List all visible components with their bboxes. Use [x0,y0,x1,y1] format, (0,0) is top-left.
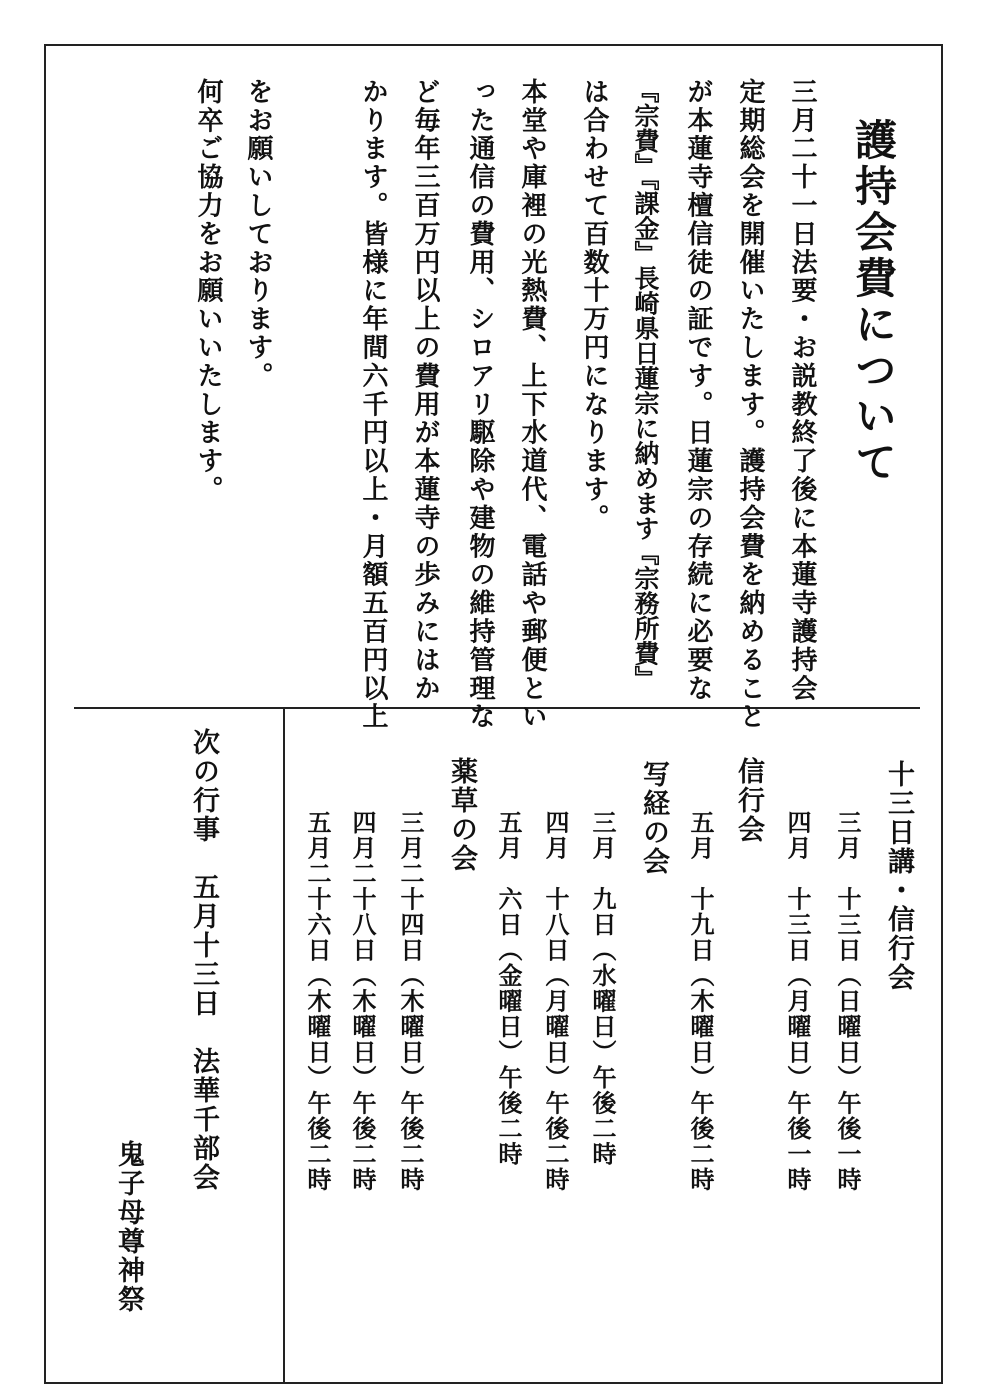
schedule-row: 五月 六日（金曜日）午後二時 [494,810,523,1167]
schedule-row: 四月 十三日（月曜日）午後一時 [783,810,812,1193]
notice-line-9: かります。皆様に年間六千円以上・月額五百円以上 [358,78,388,732]
schedule-group-2-title: 信行会 [733,757,764,844]
section-divider-horizontal [74,707,920,709]
schedule-group-3-title: 写経の会 [638,760,669,876]
schedule-row: 三月 十三日（日曜日）午後一時 [833,810,862,1193]
notice-line-1: 三月二十一日法要・お説教終了後に本蓮寺護持会 [787,78,817,703]
schedule-row: 四月 十八日（月曜日）午後二時 [541,810,570,1193]
schedule-row: 五月二十六日（木曜日）午後二時 [303,810,332,1193]
notice-line-5: は合わせて百数十万円になります。 [579,78,609,533]
notice-line-3: が本蓮寺檀信徒の証です。日蓮宗の存続に必要な [683,78,713,703]
section-divider-vertical [283,707,285,1384]
notice-line-6: 本堂や庫裡の光熱費、上下水道代、電話や郵便とい [517,78,547,732]
notice-line-10: をお願いしております。 [243,78,273,391]
schedule-row: 五月 十九日（木曜日）午後二時 [686,810,715,1193]
notice-line-4: 『宗費』『課金』長崎県日蓮宗に納めます『宗務所費』 [631,78,660,691]
notice-line-11: 何卒ご協力をお願いいたします。 [193,78,223,504]
schedule-row: 三月 九日（水曜日）午後二時 [588,810,617,1167]
schedule-row: 四月二十八日（木曜日）午後二時 [348,810,377,1193]
notice-line-2: 定期総会を開催いたします。護持会費を納めること [735,78,765,732]
schedule-row: 三月二十四日（木曜日）午後二時 [396,810,425,1193]
schedule-group-1-title: 十三日講・信行会 [883,760,914,992]
next-event-line-1: 次の行事 五月十三日 法華千部会 [188,728,219,1192]
next-event-line-2: 鬼子母尊神祭 [113,1140,144,1314]
notice-line-7: った通信の費用、シロアリ駆除や建物の維持管理な [465,78,495,732]
notice-title: 護持会費について [849,118,898,486]
schedule-group-4-title: 薬草の会 [446,757,477,873]
notice-line-8: ど毎年三百万円以上の費用が本蓮寺の歩みにはか [410,78,440,703]
